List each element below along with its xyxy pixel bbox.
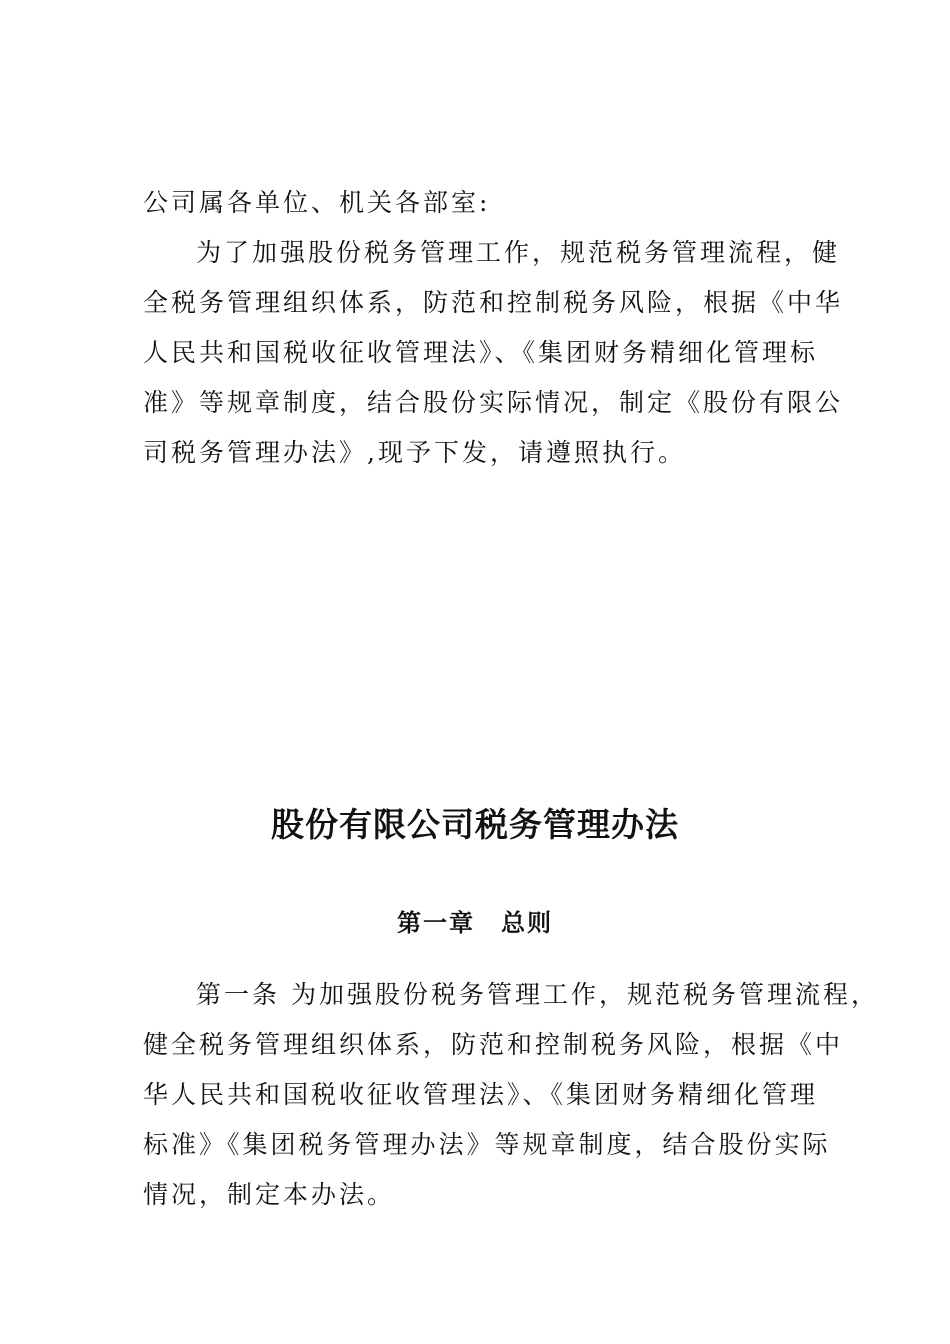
article-line-2: 健全税务管理组织体系，防范和控制税务风险，根据《中: [143, 1030, 844, 1059]
notice-line-3: 人民共和国税收征收管理法》、《集团财务精细化管理标: [143, 338, 819, 367]
notice-line-4: 准》等规章制度，结合股份实际情况，制定《股份有限公: [143, 388, 844, 417]
article-line-4: 标准》《集团税务管理办法》等规章制度，结合股份实际: [143, 1130, 831, 1159]
notice-line-1: 为了加强股份税务管理工作，规范税务管理流程，健: [196, 238, 841, 267]
salutation: 公司属各单位、机关各部室:: [143, 188, 491, 217]
article-line-3: 华人民共和国税收征收管理法》、《集团财务精细化管理: [143, 1080, 819, 1109]
chapter-heading: 第一章 总则: [397, 909, 553, 937]
notice-line-5: 司税务管理办法》,现予下发，请遵照执行。: [143, 438, 686, 467]
article-line-1: 第一条 为加强股份税务管理工作，规范税务管理流程，: [196, 980, 879, 1009]
document-title: 股份有限公司税务管理办法: [271, 805, 679, 844]
article-line-5: 情况，制定本办法。: [143, 1180, 396, 1209]
notice-line-2: 全税务管理组织体系，防范和控制税务风险，根据《中华: [143, 288, 844, 317]
